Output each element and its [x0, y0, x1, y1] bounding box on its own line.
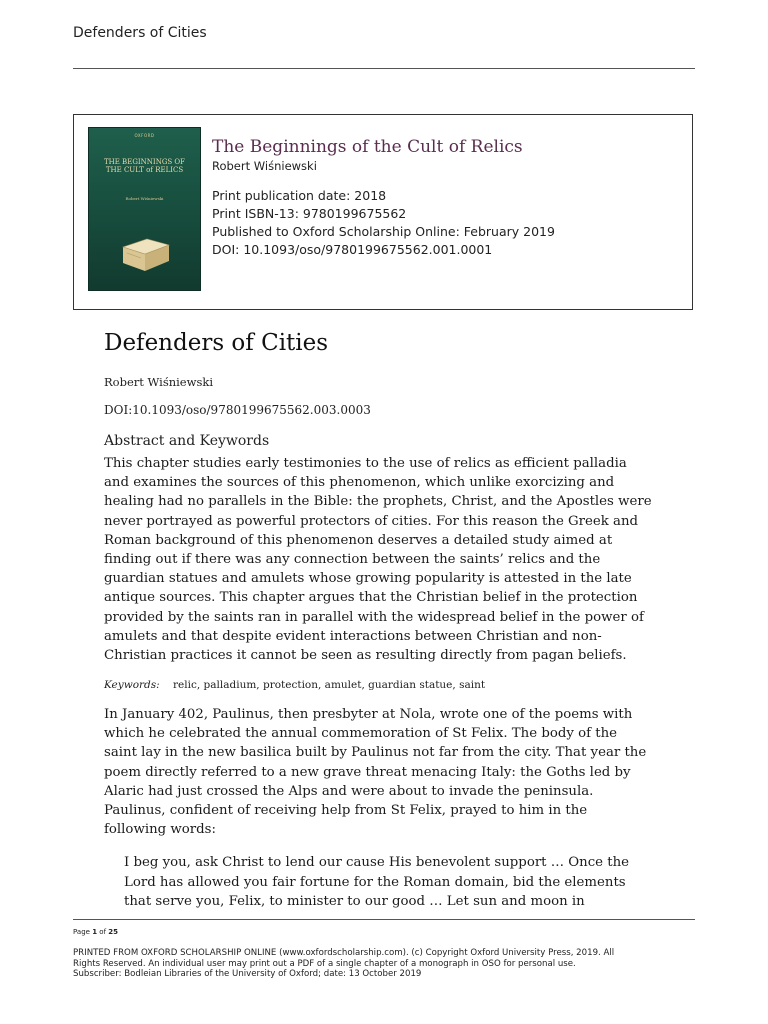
abstract-line: guardian statues and amulets whose growing popularity is attested in the late: [104, 571, 632, 587]
abstract-line: and examines the sources of this phenomenon, which unlike exorcizing and: [104, 475, 615, 491]
body-line: In January 402, Paulinus, then presbyter at Nola, wrote one of the poems with: [104, 707, 633, 722]
abstract-line: provided by the saints ran in parallel with the widespread belief in the power of: [104, 609, 644, 625]
block-quote: [124, 853, 654, 912]
chapter-doi: DOI:10.1093/oso/9780199675562.003.0003: [104, 403, 371, 417]
abstract-line: amulets and that despite evident interactions between Christian and non-: [104, 628, 602, 644]
cover-author: Robert Wiśniewski: [125, 196, 164, 201]
abstract-line: healing had no parallels in the Bible: the prophets, Christ, and the Apostles were: [104, 494, 652, 510]
print-publication-date: Print publication date: 2018: [212, 188, 387, 203]
keywords: [104, 679, 485, 691]
keywords-list: relic, palladium, protection, amulet, guardian statue, saint: [173, 679, 486, 691]
book-doi: DOI: 10.1093/oso/9780199675562.001.0001: [212, 242, 493, 257]
body-line: Alaric had just crossed the Alps and were about to invade the peninsula.: [104, 783, 594, 799]
body-line: which he celebrated the annual commemoration of St Felix. The body of the: [104, 726, 618, 742]
quote-line: Lord has allowed you fair fortune for the Roman domain, bid the elements: [124, 874, 626, 890]
quote-line: that serve you, Felix, to minister to our good … Let sun and moon in: [124, 894, 585, 910]
book-metadata: [212, 187, 555, 259]
abstract-paragraph: [104, 454, 674, 665]
footer-line: PRINTED FROM OXFORD SCHOLARSHIP ONLINE (www.oxfordscholarship.com). (c) Copyright Oxford University Press, 2019. All: [73, 948, 615, 958]
cover-publisher: OXFORD: [134, 133, 155, 138]
page-label: Page: [73, 928, 90, 936]
print-isbn: Print ISBN-13: 9780199675562: [212, 206, 407, 221]
body-line: poem directly referred to a new grave threat menacing Italy: the Goths led by: [104, 764, 631, 780]
chapter-title: Defenders of Cities: [104, 330, 329, 356]
keywords-label: Keywords:: [104, 679, 160, 691]
cover-title: THE BEGINNINGS OF THE CULT of RELICS: [103, 158, 186, 174]
page-of: of: [99, 928, 107, 936]
published-online-date: Published to Oxford Scholarship Online: February 2019: [212, 224, 555, 239]
body-paragraph: [104, 705, 674, 839]
book-cover-image: [89, 128, 200, 290]
abstract-line: Roman background of this phenomenon deserves a detailed study aimed at: [104, 532, 613, 548]
abstract-line: antique sources. This chapter argues that the Christian belief in the protection: [104, 590, 638, 606]
abstract-line: This chapter studies early testimonies to the use of relics as efficient palladia: [104, 456, 627, 471]
reliquary-illustration: [117, 231, 173, 273]
chapter-author: Robert Wiśniewski: [104, 375, 214, 389]
abstract-line: Christian practices it cannot be seen as resulting directly from pagan beliefs.: [104, 648, 627, 664]
footer-divider: [73, 919, 695, 920]
book-title: The Beginnings of the Cult of Relics: [212, 137, 523, 157]
book-author: Robert Wiśniewski: [212, 159, 317, 173]
book-info-box: [73, 114, 693, 310]
running-head: Defenders of Cities: [73, 25, 207, 41]
body-line: following words:: [104, 822, 216, 838]
footer-line: Rights Reserved. An individual user may print out a PDF of a single chapter of a monograph in OSO for personal use.: [73, 958, 576, 969]
abstract-line: never portrayed as powerful protectors of cities. For this reason the Greek and: [104, 513, 639, 529]
page-indicator: [73, 928, 118, 936]
abstract-heading: Abstract and Keywords: [104, 433, 270, 449]
header-divider: [73, 68, 695, 69]
body-line: Paulinus, confident of receiving help from St Felix, prayed to him in the: [104, 803, 588, 819]
footer-notice: [73, 948, 703, 980]
footer-line: Subscriber: Bodleian Libraries of the University of Oxford; date: 13 October 2019: [73, 969, 422, 979]
body-line: saint lay in the new basilica built by Paulinus not far from the city. That year the: [104, 745, 647, 761]
page-total: 25: [108, 928, 119, 936]
quote-line: I beg you, ask Christ to lend our cause His benevolent support … Once the: [124, 855, 630, 870]
page-current: 1: [92, 928, 98, 936]
abstract-line: finding out if there was any connection between the saints’ relics and the: [104, 552, 601, 568]
